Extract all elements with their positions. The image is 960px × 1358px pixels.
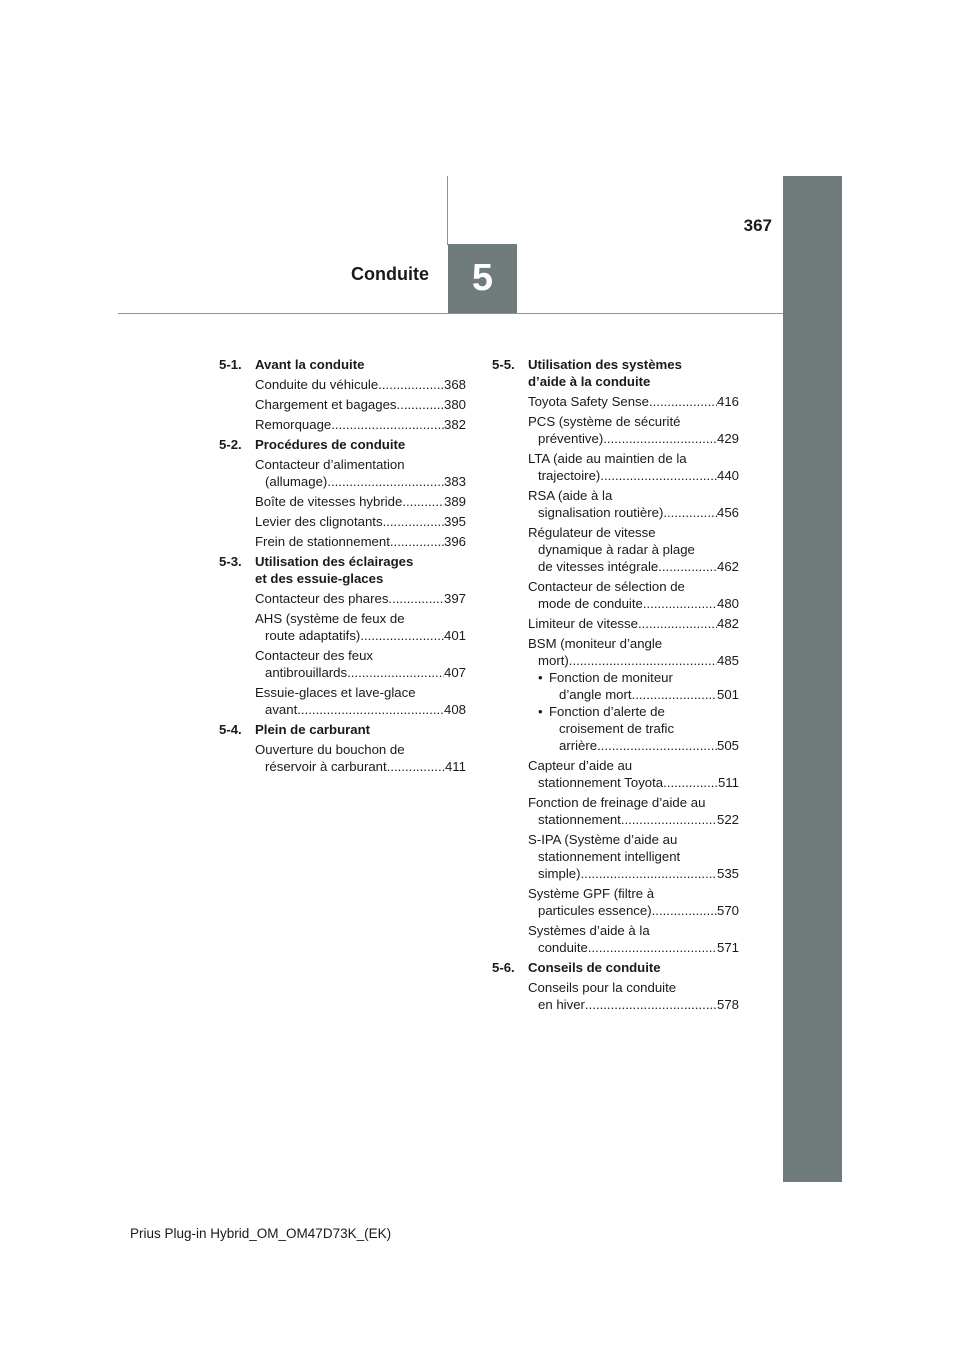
toc-entry-line [255, 376, 466, 393]
toc-entry-text: avant [265, 702, 298, 717]
toc-entry [255, 741, 466, 775]
toc-page-ref: 456 [716, 505, 739, 520]
toc-entry-line [528, 831, 739, 848]
toc-page-ref: 440 [716, 468, 739, 483]
toc-entry-line [255, 701, 466, 718]
toc-column-right [492, 356, 739, 1016]
toc-dot-leader [643, 595, 717, 612]
toc-entry-text: LTA (aide au maintien de la [528, 451, 687, 466]
toc-section-title-line: Utilisation des systèmes [528, 357, 682, 372]
toc-entry-line [528, 467, 739, 484]
toc-entry [255, 610, 466, 644]
toc-entry-line [528, 774, 739, 791]
toc-section-title-line: et des essuie-glaces [255, 571, 384, 586]
header-horizontal-rule [118, 313, 783, 314]
toc-entry-text: Conduite du véhicule [255, 377, 379, 392]
toc-entry-line [528, 430, 739, 447]
toc-dot-leader [663, 774, 718, 791]
toc-page-ref: 511 [717, 775, 739, 790]
toc-entry-line [255, 456, 466, 473]
toc-entry-text: d’angle mort. [559, 687, 636, 702]
toc-dot-leader [569, 652, 717, 669]
footer-document-id: Prius Plug-in Hybrid_OM_OM47D73K_(EK) [130, 1226, 392, 1241]
toc-page-ref: 408 [443, 702, 466, 717]
toc-entry-line [549, 686, 739, 703]
toc-section [219, 436, 466, 550]
toc-entry-line [549, 720, 739, 737]
toc-entry-line [255, 758, 466, 775]
toc-entry [528, 757, 739, 791]
toc-entry-line [255, 684, 466, 701]
toc-entry-text: Fonction d’alerte de [549, 704, 665, 719]
toc-entry-line [528, 393, 739, 410]
toc-page-ref: 395 [443, 514, 466, 529]
bullet-icon: • [538, 670, 543, 685]
toc-entry-line [528, 885, 739, 902]
toc-page-ref: 407 [443, 665, 466, 680]
toc-section-title-line: Plein de carburant [255, 722, 371, 737]
toc-entry-line [255, 396, 466, 413]
toc-page-ref: 368 [443, 377, 466, 392]
toc-section-number: 5-1. [219, 357, 242, 372]
toc-entry-text: simple) [538, 866, 581, 881]
toc-dot-leader [331, 416, 444, 433]
toc-entry-text: conduite [538, 940, 588, 955]
toc-dot-leader [658, 558, 717, 575]
page-number: 367 [743, 216, 772, 235]
toc-page-ref: 389 [443, 494, 466, 509]
toc-section-number: 5-6. [492, 960, 515, 975]
toc-entry-line [255, 610, 466, 627]
toc-dot-leader [397, 396, 444, 413]
toc-entry-text: préventive) [538, 431, 604, 446]
toc-section-number: 5-2. [219, 437, 242, 452]
toc-entry [255, 416, 466, 433]
toc-section [219, 553, 466, 718]
toc-page-ref: 462 [716, 559, 739, 574]
toc-entry-text: PCS (système de sécurité [528, 414, 681, 429]
toc-entry-text: arrière [559, 738, 598, 753]
toc-entry-text: réservoir à carburant [265, 759, 387, 774]
toc-section-number: 5-3. [219, 554, 242, 569]
toc-page-ref: 401 [443, 628, 466, 643]
toc-dot-leader [387, 758, 445, 775]
toc-entry-text: de vitesses intégrale [538, 559, 659, 574]
toc-entry-text: Contacteur des phares [255, 591, 389, 606]
toc-dot-leader [600, 467, 717, 484]
toc-entry-text: Ouverture du bouchon de [255, 742, 405, 757]
toc-dot-leader [663, 504, 717, 521]
toc-entry-text: Toyota Safety Sense [528, 394, 649, 409]
toc-entry-text: Limiteur de vitesse [528, 616, 638, 631]
toc-page-ref: 480 [716, 596, 739, 611]
toc-entry-text: croisement de trafic [559, 721, 675, 736]
toc-entry [255, 456, 466, 490]
toc-entry-line [528, 922, 739, 939]
toc-entry-text: S-IPA (Système d’aide au [528, 832, 678, 847]
toc-entry [255, 396, 466, 413]
toc-entry-line [255, 590, 466, 607]
toc-entry-text: Contacteur de sélection de [528, 579, 685, 594]
toc-dot-leader [621, 811, 717, 828]
toc-entry-text: Chargement et bagages [255, 397, 397, 412]
toc-page-ref: 501 [716, 687, 739, 702]
toc-dot-leader [588, 939, 717, 956]
toc-page-ref: 397 [443, 591, 466, 606]
toc-entry [528, 635, 739, 754]
toc-entry-line [528, 794, 739, 811]
toc-entry [528, 885, 739, 919]
toc-entry-text: particules essence) [538, 903, 652, 918]
toc-entry [528, 979, 739, 1013]
toc-entry-text: Levier des clignotants [255, 514, 383, 529]
toc-dot-leader [638, 615, 717, 632]
toc-entry [528, 413, 739, 447]
toc-entry-line [528, 615, 739, 632]
chapter-title: Conduite [351, 264, 429, 284]
toc-section-number: 5-4. [219, 722, 242, 737]
toc-page-ref: 505 [716, 738, 739, 753]
toc-entry-line [528, 504, 739, 521]
toc-dot-leader [378, 376, 444, 393]
toc-entry [255, 590, 466, 607]
toc-dot-leader [402, 493, 444, 510]
toc-entry-line [255, 416, 466, 433]
toc-entry-text: Systèmes d’aide à la [528, 923, 650, 938]
toc-page-ref: 383 [443, 474, 466, 489]
toc-entry [528, 831, 739, 882]
toc-entry-text: Capteur d’aide au [528, 758, 633, 773]
toc-page-ref: 522 [716, 812, 739, 827]
toc-entry-line [549, 737, 739, 754]
toc-dot-leader [649, 393, 717, 410]
toc-section [492, 356, 739, 956]
toc-sub-entry [528, 703, 739, 754]
toc-section [492, 959, 739, 1013]
toc-entry-text: Frein de stationnement [255, 534, 390, 549]
toc-section-title [528, 356, 739, 390]
toc-entry-text: signalisation routière) [538, 505, 664, 520]
chapter-number-box [448, 244, 517, 313]
chapter-number: 5 [471, 257, 494, 299]
toc-entry-text: route adaptatifs) [265, 628, 361, 643]
toc-entry-text: Fonction de moniteur [549, 670, 673, 685]
toc-entry [528, 487, 739, 521]
toc-entry-text: en hiver [538, 997, 585, 1012]
toc-entry [528, 524, 739, 575]
toc-dot-leader [585, 996, 717, 1013]
header-vertical-rule [447, 176, 448, 245]
toc-entry-text: Fonction de freinage d’aide au [528, 795, 706, 810]
toc-entry [528, 450, 739, 484]
toc-entry-line [549, 669, 739, 686]
toc-dot-leader [597, 737, 717, 754]
toc-entry-line [528, 939, 739, 956]
toc-entry-text: mort) [538, 653, 569, 668]
toc-entry-text: Régulateur de vitesse [528, 525, 656, 540]
toc-section-title-line: d’aide à la conduite [528, 374, 651, 389]
toc-entry-line [528, 541, 739, 558]
toc-section-number: 5-5. [492, 357, 515, 372]
toc-entry-line [255, 533, 466, 550]
toc-entry-text: Contacteur d’alimentation [255, 457, 405, 472]
toc-page-ref: 411 [444, 759, 466, 774]
toc-entry [528, 578, 739, 612]
toc-entry-line [528, 595, 739, 612]
toc-page-ref: 578 [716, 997, 739, 1012]
toc-section-title [528, 959, 739, 976]
toc-entry-line [528, 865, 739, 882]
toc-page-ref: 429 [716, 431, 739, 446]
toc-entry [255, 376, 466, 393]
toc-entry-line [528, 450, 739, 467]
toc-section [219, 356, 466, 433]
toc-entry-line [528, 635, 739, 652]
toc-entry-text: RSA (aide à la [528, 488, 613, 503]
toc-page-ref: 485 [716, 653, 739, 668]
toc-entry-line [255, 513, 466, 530]
toc-column-left [219, 356, 466, 778]
toc-entry [528, 615, 739, 632]
toc-entry-text: BSM (moniteur d’angle [528, 636, 663, 651]
toc-dot-leader [581, 865, 717, 882]
toc-sub-entry [528, 669, 739, 703]
toc-entry [255, 493, 466, 510]
toc-dot-leader [390, 533, 444, 550]
toc-section-title [255, 436, 466, 453]
toc-entry-line [528, 902, 739, 919]
toc-section-title [255, 553, 466, 587]
toc-page-ref: 571 [716, 940, 739, 955]
toc-entry-text: antibrouillards [265, 665, 348, 680]
toc-entry-text: Boîte de vitesses hybride [255, 494, 403, 509]
toc-dot-leader [297, 701, 444, 718]
toc-page-ref: 416 [716, 394, 739, 409]
toc-entry [528, 393, 739, 410]
toc-entry-line [255, 664, 466, 681]
toc-page-ref: 382 [443, 417, 466, 432]
toc-dot-leader [635, 686, 717, 703]
toc-dot-leader [388, 590, 444, 607]
toc-dot-leader [347, 664, 444, 681]
toc-entry [255, 684, 466, 718]
toc-section-title-line: Procédures de conduite [255, 437, 406, 452]
toc-entry-line [255, 741, 466, 758]
toc-page-ref: 380 [443, 397, 466, 412]
toc-dot-leader [652, 902, 717, 919]
toc-entry-text: Système GPF (filtre à [528, 886, 655, 901]
toc-entry-line [528, 487, 739, 504]
toc-entry-text: AHS (système de feux de [255, 611, 405, 626]
toc-entry-text: Essuie-glaces et lave-glace [255, 685, 416, 700]
toc-page-ref: 396 [443, 534, 466, 549]
toc-entry-line [255, 647, 466, 664]
toc-entry-text: stationnement Toyota [538, 775, 664, 790]
toc-entry-line [528, 996, 739, 1013]
toc-dot-leader [360, 627, 444, 644]
toc-page-ref: 482 [716, 616, 739, 631]
toc-entry-line [528, 413, 739, 430]
toc-entry-line [255, 627, 466, 644]
toc-entry-text: mode de conduite [538, 596, 643, 611]
toc-entry [528, 922, 739, 956]
toc-entry-line [549, 703, 739, 720]
toc-section [219, 721, 466, 775]
toc-entry-text: Contacteur des feux [255, 648, 374, 663]
toc-entry-line [528, 524, 739, 541]
toc-entry-text: (allumage) [265, 474, 328, 489]
toc-entry [528, 794, 739, 828]
bullet-icon: • [538, 704, 543, 719]
toc-entry-line [255, 473, 466, 490]
toc-entry-text: stationnement intelligent [538, 849, 681, 864]
toc-section-title-line: Avant la conduite [255, 357, 365, 372]
toc-section-title [255, 356, 466, 373]
toc-page-ref: 535 [716, 866, 739, 881]
toc-entry-line [255, 493, 466, 510]
toc-entry-line [528, 558, 739, 575]
toc-section-title-line: Utilisation des éclairages [255, 554, 414, 569]
toc-entry-text: dynamique à radar à plage [538, 542, 695, 557]
toc-entry [255, 647, 466, 681]
chapter-side-tab [783, 176, 842, 1182]
toc-dot-leader [603, 430, 717, 447]
toc-page-ref: 570 [716, 903, 739, 918]
toc-entry-text: stationnement [538, 812, 621, 827]
toc-entry-line [528, 578, 739, 595]
toc-entry-line [528, 757, 739, 774]
toc-section-title [255, 721, 466, 738]
toc-entry-text: Conseils pour la conduite [528, 980, 677, 995]
toc-entry [255, 513, 466, 530]
toc-dot-leader [383, 513, 444, 530]
toc-entry-line [528, 811, 739, 828]
toc-entry-line [528, 979, 739, 996]
toc-entry [255, 533, 466, 550]
toc-section-title-line: Conseils de conduite [528, 960, 661, 975]
toc-dot-leader [327, 473, 444, 490]
toc-entry-text: Remorquage [255, 417, 332, 432]
toc-entry-line [528, 652, 739, 669]
toc-entry-text: trajectoire) [538, 468, 601, 483]
toc-entry-line [528, 848, 739, 865]
